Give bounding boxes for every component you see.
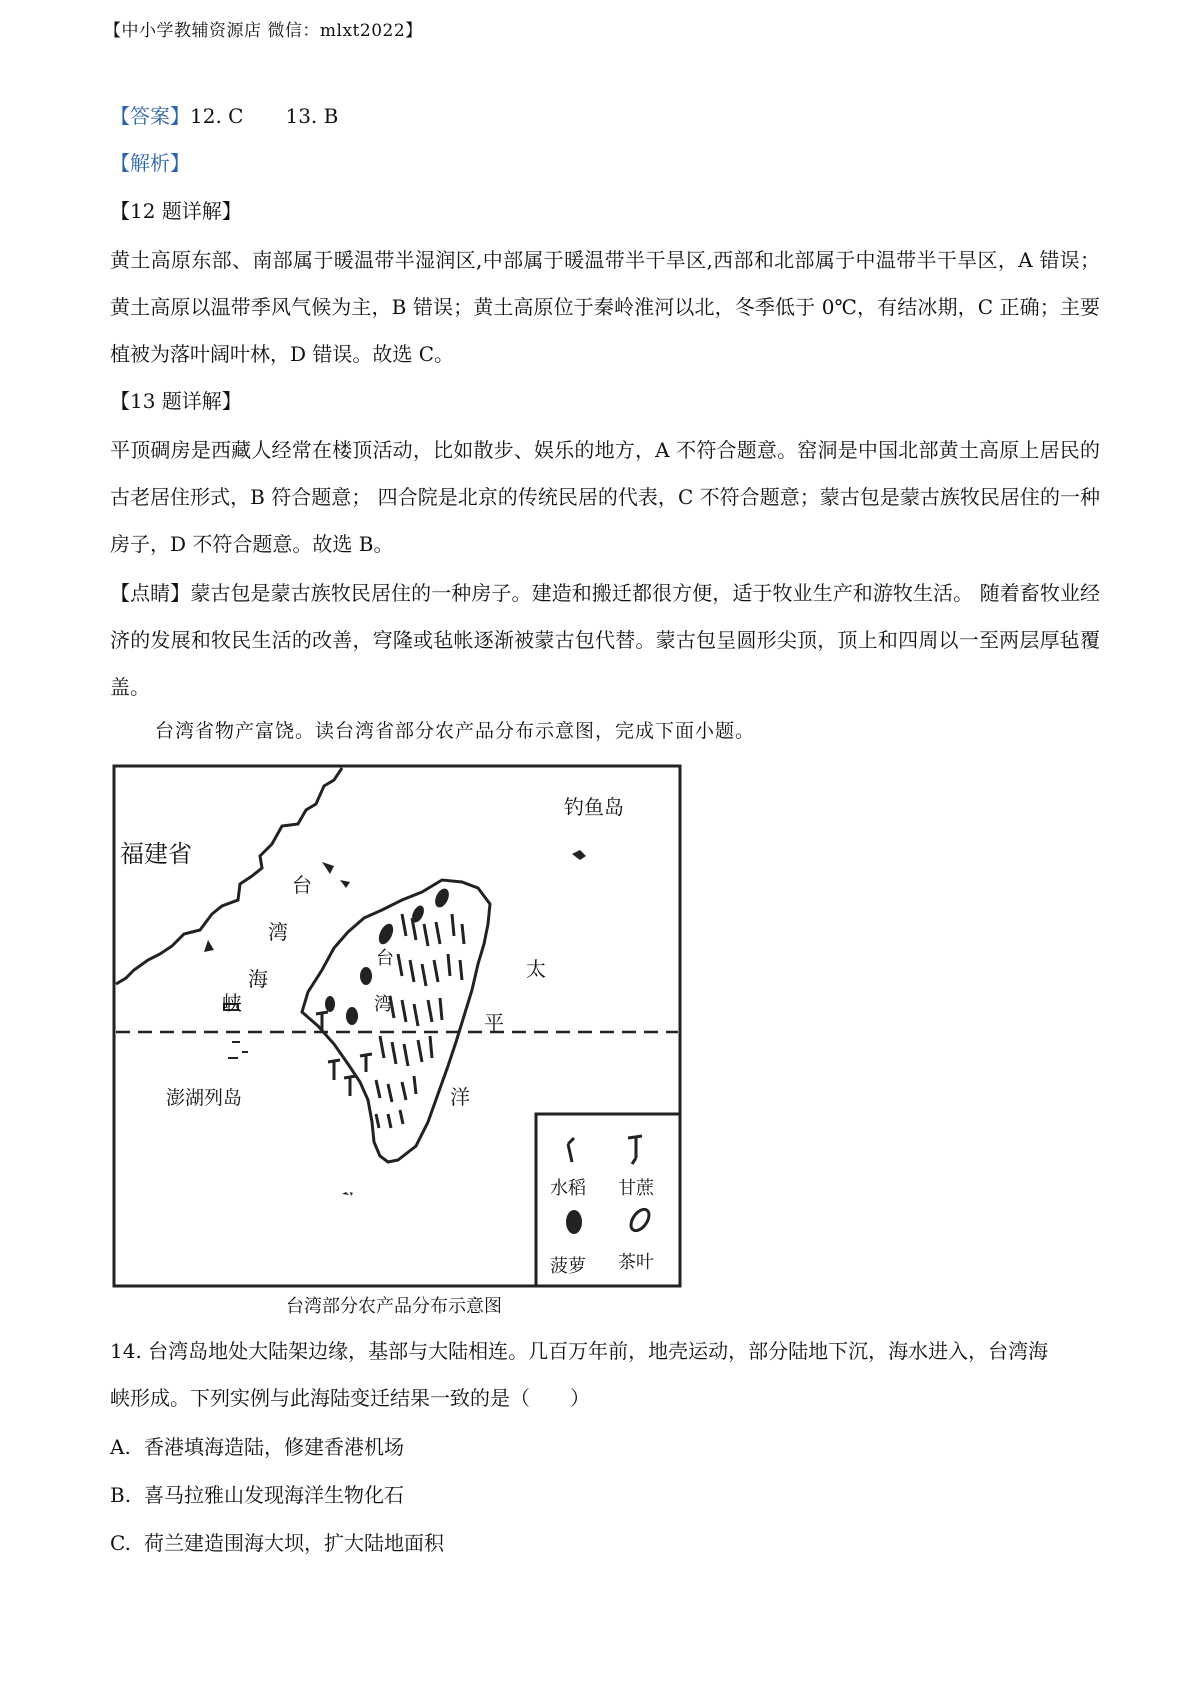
taiwan-map [112,764,682,1288]
q14-stem-line1: 14. 台湾岛地处大陆架边缘，基部与大陆相连。几百万年前，地壳运动，部分陆地下沉，海水进入，台湾海 [110,1339,1049,1363]
q12-text: 黄土高原东部、南部属于暖温带半湿润区,中部属于暖温带半干旱区,西部和北部属于中温带半干旱区，A 错误；黄土高原以温带季风气候为主，B 错误；黄土高原位于秦岭淮河以北，冬季低于 0℃，有结冰期，C 正确；主要植被为落叶阔叶林，D 错误。故选 C。 [110,248,1100,366]
map-caption: 台湾部分农产品分布示意图 [286,1296,502,1317]
q14-option-b [110,1480,404,1510]
pineapple-symbol [325,996,335,1012]
legend-pineapple-label: 菠萝 [550,1256,586,1277]
answer-q12: 12. C [190,104,244,128]
label-island-1: 台 [376,948,394,969]
pineapple-icon [566,1210,582,1234]
label-fujian: 福建省 [120,840,192,868]
diaoyu-islet [572,850,586,860]
option-text: 荷兰建造围海大坝，扩大陆地面积 [144,1531,444,1555]
q13-heading: 【13 题详解】 [110,389,242,413]
figure-intro: 台湾省物产富饶。读台湾省部分农产品分布示意图，完成下面小题。 [155,720,756,742]
label-penghu: 澎湖列岛 [166,1087,243,1109]
label-diaoyu: 钓鱼岛 [564,795,624,819]
legend-rice-label: 水稻 [550,1178,586,1199]
southern-islets [342,1192,353,1196]
option-letter: B. [110,1483,132,1507]
taiwan-map-figure [112,764,682,1288]
answer-line [110,101,338,131]
point-text: 蒙古包是蒙古族牧民居住的一种房子。建造和搬迁都很方便，适于牧业生产和游牧生活。 随着畜牧业经济的发展和牧民生活的改善，穹隆或毡帐逐渐被蒙古包代替。蒙古包呈圆形尖顶，顶上和四周以一至两层厚毡覆盖。 [110,581,1101,699]
q13-text: 平顶碉房是西藏人经常在楼顶活动，比如散步、娱乐的地方，A 不符合题意。窑洞是中国北部黄土高原上居民的古老居住形式，B 符合题意； 四合院是北京的传统民居的代表，C 不符合题意；蒙古包是蒙古族牧民居住的一种房子，D 不符合题意。故选 B。 [110,438,1100,556]
label-ocean-2: 平 [484,1011,504,1035]
label-island-2: 湾 [374,994,392,1015]
option-text: 香港填海造陆，修建香港机场 [144,1435,404,1459]
legend-tea-label: 茶叶 [618,1252,654,1273]
answer-q13: 13. B [285,104,339,128]
q14-option-a [110,1432,404,1462]
label-strait-1: 台 [292,873,312,897]
pineapple-symbol [360,967,372,985]
q14-stem-line2: 峡形成。下列实例与此海陆变迁结果一致的是（ ） [110,1386,590,1410]
option-letter: A. [110,1435,131,1459]
label-ocean-3: 洋 [450,1085,470,1109]
option-letter: C. [110,1531,131,1555]
label-strait-4: 峡 [222,991,242,1015]
taiwan-island [302,880,490,1162]
point-tag: 【点睛】 [110,581,191,605]
analysis-tag: 【解析】 [110,151,190,175]
label-strait-2: 湾 [268,920,288,944]
legend-sugarcane-label: 甘蔗 [618,1178,654,1199]
label-ocean-1: 太 [526,957,546,981]
pineapple-symbol [346,1007,358,1025]
map-legend [536,1114,680,1286]
answer-tag: 【答案】 [110,104,190,128]
q12-heading: 【12 题详解】 [110,199,242,223]
label-strait-3: 海 [248,967,268,991]
option-text: 喜马拉雅山发现海洋生物化石 [144,1483,404,1507]
q14-option-c [110,1528,444,1558]
watermark: 【中小学教辅资源店 微信：mlxt2022】 [104,21,423,41]
point-paragraph [110,570,1100,711]
penghu-islets [228,1042,248,1058]
